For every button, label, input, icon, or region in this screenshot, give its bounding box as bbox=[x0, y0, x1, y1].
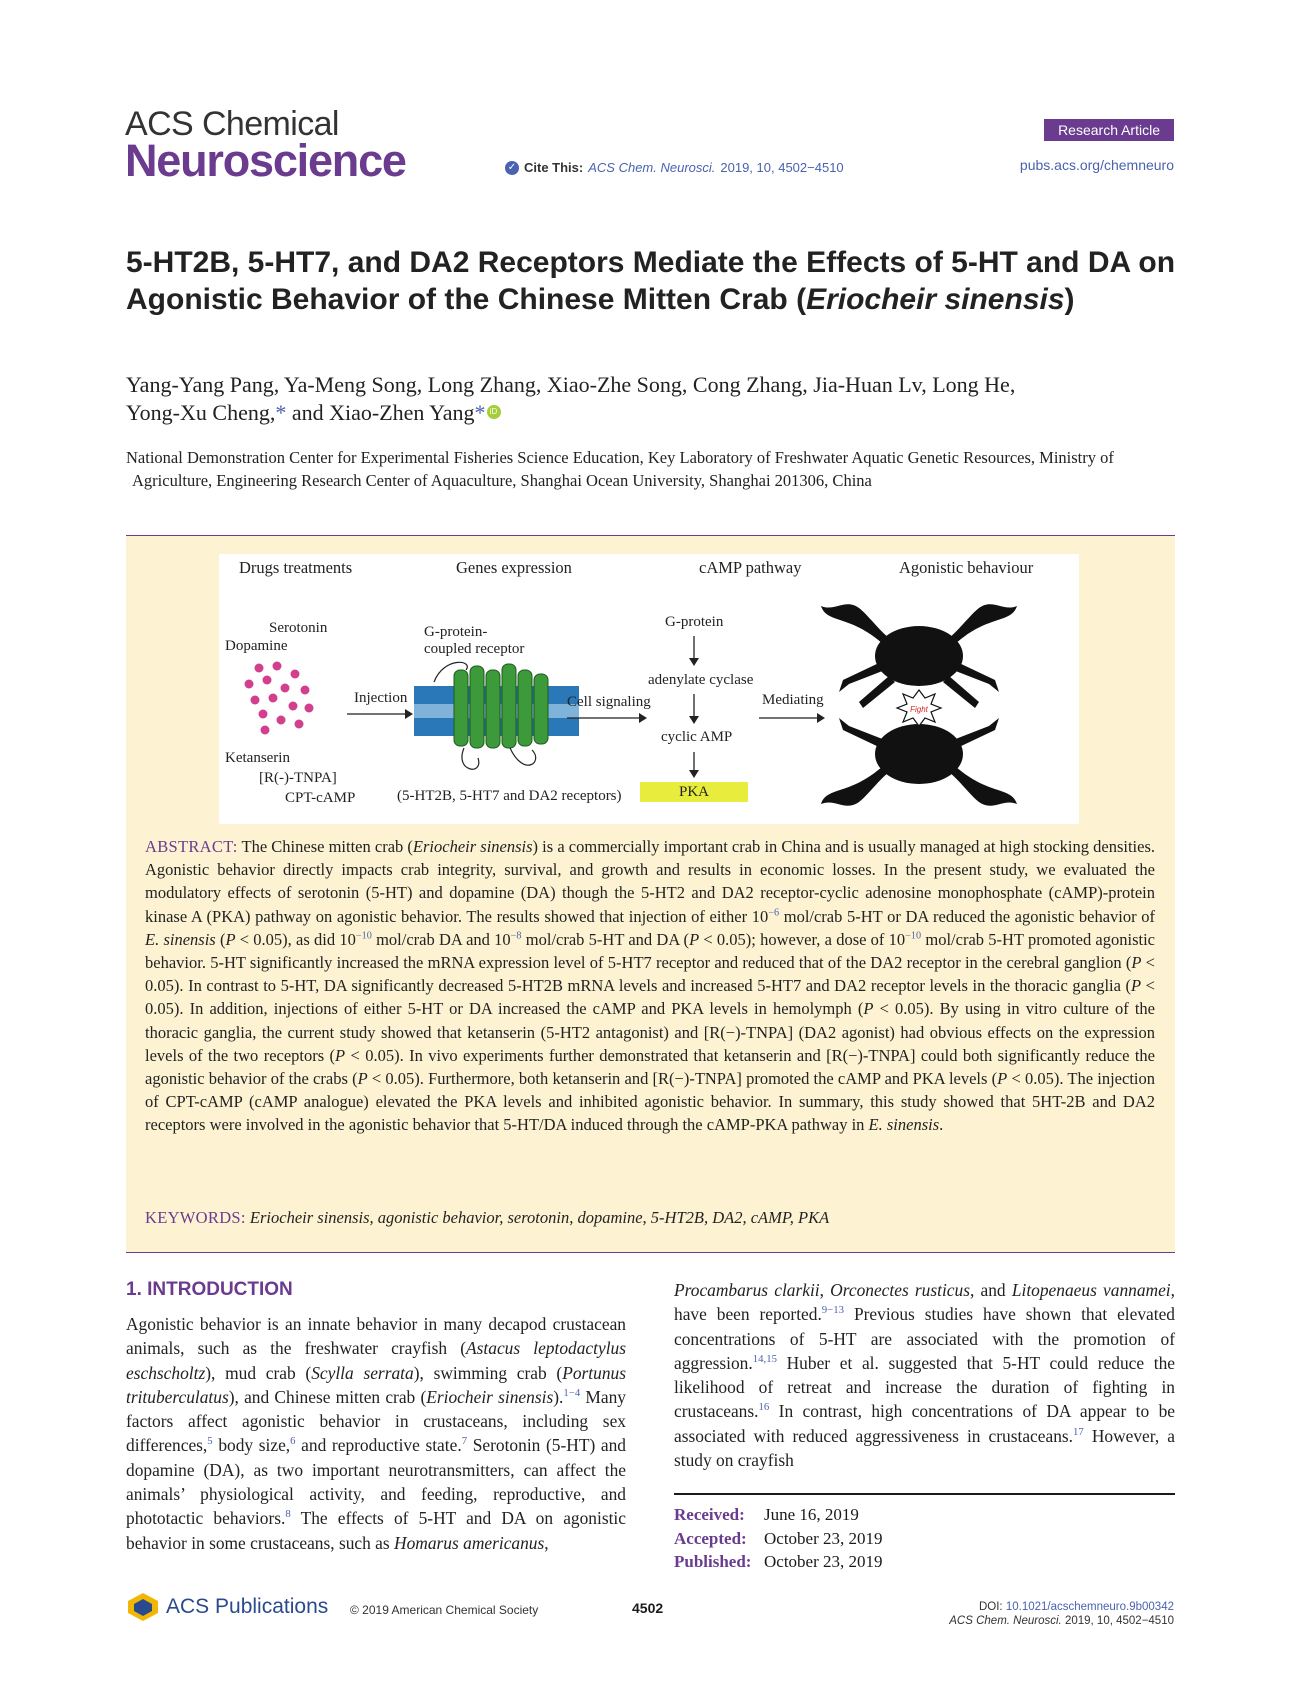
introduction-heading: 1. INTRODUCTION bbox=[126, 1279, 293, 1300]
italic-term: Eriocheir sinensis bbox=[412, 837, 533, 856]
received-label: Received: bbox=[674, 1505, 745, 1524]
footer-volume: 2019, 10, 4502−4510 bbox=[1064, 1615, 1174, 1627]
keywords-label: KEYWORDS: bbox=[145, 1208, 246, 1227]
citation-line bbox=[505, 160, 844, 175]
text-run: Many factors affect agonistic behavior in crustaceans, including sex differences, bbox=[126, 1386, 626, 1456]
text-run: ) is a commercially important crab in China and is usually managed at high stocking densities. Agonistic behavior directly impacts crab integrity, survival, and growth and results in economic losses. In the present study, we evaluated the modulatory effects of serotonin (5-HT) and dopamine (DA) though the 5-HT2 and DA2 receptor-cyclic adenosine monophosphate (cAMP)-protein kinase A (PKA) pathway on agonistic behavior. The results showed that injection of either 10 bbox=[145, 837, 1155, 926]
italic-term: Homarus americanus bbox=[394, 1532, 545, 1553]
toc-dopamine: Dopamine bbox=[225, 638, 288, 654]
italic-term: Eriocheir sinensis bbox=[426, 1386, 554, 1407]
text-run: mol/crab 5-HT and DA ( bbox=[521, 929, 690, 949]
toc-arrow-mediating-label: Mediating bbox=[762, 692, 824, 708]
published-row bbox=[674, 1550, 883, 1574]
toc-adenylate-cyclase: adenylate cyclase bbox=[648, 672, 754, 688]
intro-column-left bbox=[126, 1312, 626, 1555]
arrow-right-icon bbox=[759, 712, 825, 724]
corresponding-star[interactable]: * bbox=[275, 400, 287, 425]
toc-tnpa: [R(-)-TNPA] bbox=[259, 770, 337, 786]
text-run: ). bbox=[553, 1386, 564, 1407]
toc-fight-label: Fight bbox=[910, 705, 928, 714]
toc-receptor-label: G-protein-coupled receptor bbox=[424, 624, 525, 657]
italic-term: Portunus trituberculatus bbox=[126, 1362, 626, 1407]
toc-serotonin: Serotonin bbox=[269, 620, 328, 636]
toc-header-behaviour: Agonistic behaviour bbox=[899, 558, 1034, 577]
italic-term: Orconectes rusticus bbox=[830, 1280, 970, 1300]
text-run: < 0.05). Furthermore, both ketanserin and [R(−)-TNPA] promoted the cAMP and PKA levels ( bbox=[367, 1069, 998, 1089]
journal-name-line2: Neuroscience bbox=[125, 135, 406, 186]
text-run: ), mud crab ( bbox=[205, 1362, 312, 1383]
citation-ref[interactable]: 6 bbox=[290, 1435, 296, 1448]
text-run: mol/crab 5-HT or DA reduced the agonistic behavior of bbox=[779, 906, 1156, 926]
corresponding-star[interactable]: * bbox=[474, 400, 486, 425]
text-run: The Chinese mitten crab ( bbox=[237, 837, 413, 856]
cite-volume-link[interactable]: 2019, 10, 4502−4510 bbox=[720, 160, 844, 175]
keywords bbox=[145, 1208, 1155, 1228]
text-run: , bbox=[544, 1532, 549, 1553]
doi-block bbox=[949, 1600, 1174, 1628]
toc-receptor-caption: (5-HT2B, 5-HT7 and DA2 receptors) bbox=[397, 788, 622, 804]
arrow-right-icon bbox=[567, 712, 647, 724]
text-run: < 0.05). The injection of CPT-cAMP (cAMP analogue) elevated the PKA levels and inhibited agonistic behavior. In summary, this study showed that 5HT-2B and DA2 receptors were involved in the agonistic behavior that 5-HT/DA induced through the cAMP-PKA pathway in bbox=[145, 1069, 1155, 1135]
text-run: Previous studies have shown that elevated concentrations of 5-HT are associated with the promotion of aggression. bbox=[674, 1304, 1175, 1373]
title-end: ) bbox=[1064, 283, 1075, 316]
text-run: and reproductive state. bbox=[295, 1435, 462, 1456]
author-corresponding-a[interactable]: Yong-Xu Cheng, bbox=[126, 400, 276, 425]
italic-term: P bbox=[689, 929, 700, 949]
cite-label: Cite This: bbox=[524, 160, 584, 175]
text-run: The effects of 5-HT and DA on agonistic behavior in some crustaceans, such as bbox=[126, 1508, 626, 1553]
italic-term: Astacus leptodactylus eschscholtz bbox=[126, 1338, 626, 1383]
text-run: , bbox=[819, 1280, 831, 1300]
orcid-icon[interactable]: iD bbox=[487, 405, 501, 419]
toc-ketanserin: Ketanserin bbox=[225, 750, 290, 766]
citation-ref[interactable]: −10 bbox=[905, 930, 922, 942]
doi-label: DOI: bbox=[978, 1601, 1003, 1613]
citation-ref[interactable]: 7 bbox=[461, 1435, 468, 1448]
author-list bbox=[126, 371, 1186, 427]
received-row bbox=[674, 1503, 883, 1527]
published-label: Published: bbox=[674, 1552, 752, 1571]
toc-pka-box bbox=[640, 782, 748, 802]
citation-ref[interactable]: −8 bbox=[510, 930, 522, 942]
citation-ref[interactable]: −10 bbox=[355, 930, 372, 942]
arrow-down-icon bbox=[688, 636, 700, 666]
title-species: Eriocheir sinensis bbox=[806, 283, 1065, 316]
citation-ref[interactable]: 1−4 bbox=[563, 1387, 581, 1400]
accepted-row bbox=[674, 1527, 883, 1551]
italic-term: Scylla serrata bbox=[311, 1362, 414, 1383]
toc-cpt-camp: CPT-cAMP bbox=[285, 790, 356, 806]
text-run: Serotonin (5-HT) and dopamine (DA), as two important neurotransmitters, can affect the animals’ physiological activity, and feeding, reproductive, and phototactic behaviors. bbox=[126, 1435, 627, 1529]
accepted-date: October 23, 2019 bbox=[764, 1528, 883, 1548]
toc-header-camp: cAMP pathway bbox=[699, 558, 802, 577]
arrow-right-icon bbox=[347, 708, 413, 720]
italic-term: Litopenaeus vannamei bbox=[1011, 1280, 1171, 1300]
text-run: < 0.05). In vivo experiments further demonstrated that ketanserin and [R(−)-TNPA] could both significantly reduce the agonistic behavior of the crabs ( bbox=[145, 1045, 1155, 1089]
text-run: mol/crab DA and 10 bbox=[371, 929, 511, 949]
title-main: 5-HT2B, 5-HT7, and DA2 Receptors Mediate the Effects of 5-HT and DA on Agonistic Behavior of the Chinese Mitten Crab ( bbox=[126, 246, 1176, 316]
text-run: < 0.05). In addition, injections of either 5-HT or DA increased the cAMP and PKA levels in hemolymph ( bbox=[145, 976, 1155, 1019]
abstract-text bbox=[145, 835, 1155, 1137]
affiliation: National Demonstration Center for Experimental Fisheries Science Education, Key Laboratory of Freshwater Aquatic Genetic Resources, Ministry of Agriculture, Engineering Research Center of Aquaculture, Shanghai Ocean University, Shanghai 201306, China bbox=[126, 448, 1114, 490]
text-run: < 0.05). In contrast to 5-HT, DA significantly decreased 5-HT2B mRNA levels and increased 5-HT7 and DA2 receptor levels in the thoracic ganglia ( bbox=[145, 953, 1155, 996]
authors-line1: Yang-Yang Pang, Ya-Meng Song, Long Zhang, Xiao-Zhe Song, Cong Zhang, Jia-Huan Lv, Long He, bbox=[126, 372, 1016, 397]
italic-term: E. sinensis bbox=[145, 929, 216, 949]
publisher-name: ACS Publications bbox=[166, 1595, 329, 1618]
italic-term: P bbox=[1131, 953, 1142, 973]
italic-term: P bbox=[997, 1069, 1008, 1089]
citation-ref[interactable]: 8 bbox=[285, 1508, 291, 1521]
toc-graphic bbox=[219, 554, 1079, 824]
text-run: < 0.05). By using in vitro culture of the thoracic ganglia, the current study showed that ketanserin (5-HT2 antagonist) and [R(−)-TNPA] (DA2 agonist) had obvious effects on the expression levels of the two receptors ( bbox=[145, 999, 1156, 1065]
copyright: © 2019 American Chemical Society bbox=[350, 1603, 539, 1617]
dates-rule bbox=[674, 1493, 1175, 1495]
toc-pka: PKA bbox=[678, 784, 709, 800]
text-run: . bbox=[939, 1115, 944, 1135]
toc-cyclic-amp: cyclic AMP bbox=[661, 729, 733, 745]
article-type-badge: Research Article bbox=[1044, 119, 1174, 141]
italic-term: P bbox=[357, 1069, 368, 1089]
received-date: June 16, 2019 bbox=[764, 1505, 859, 1524]
text-run: ), and Chinese mitten crab ( bbox=[228, 1386, 427, 1407]
doi-link[interactable]: 10.1021/acschemneuro.9b00342 bbox=[1005, 1601, 1174, 1613]
text-run: < 0.05), as did 10 bbox=[235, 929, 356, 949]
italic-term: P bbox=[1131, 976, 1142, 996]
published-date: October 23, 2019 bbox=[764, 1552, 883, 1571]
arrow-down-icon bbox=[688, 752, 700, 778]
text-run: Huber et al. suggested that 5-HT could reduce the likelihood of retreat and increase the duration of fighting in crustaceans. bbox=[674, 1352, 1175, 1422]
italic-term: P bbox=[335, 1045, 346, 1065]
text-run: Agonistic behavior is an innate behavior in many decapod crustacean animals, such as the freshwater crayfish ( bbox=[126, 1314, 626, 1359]
citation-ref[interactable]: 9−13 bbox=[821, 1304, 845, 1317]
arrow-down-icon bbox=[688, 694, 700, 724]
article-dates bbox=[674, 1503, 883, 1574]
journal-logo bbox=[125, 105, 406, 186]
abstract-label: ABSTRACT: bbox=[145, 837, 238, 856]
journal-name-line1: ACS Chemical bbox=[125, 105, 339, 143]
text-run: ), swimming crab ( bbox=[413, 1362, 563, 1383]
toc-arrow-injection-label: Injection bbox=[354, 690, 408, 706]
citation-ref[interactable]: 16 bbox=[758, 1401, 770, 1414]
text-run: mol/crab 5-HT promoted agonistic behavior. 5-HT significantly increased the mRNA expression level of 5-HT7 receptor and reduced that of the DA2 receptor in the cerebral ganglion ( bbox=[145, 929, 1155, 973]
text-run: In contrast, high concentrations of DA appear to be associated with reduced aggressiveness in crustaceans. bbox=[674, 1401, 1175, 1446]
accepted-label: Accepted: bbox=[674, 1528, 747, 1548]
journal-website-link[interactable]: pubs.acs.org/chemneuro bbox=[1019, 157, 1174, 173]
citation-ref[interactable]: 14,15 bbox=[752, 1353, 777, 1366]
text-run: , and bbox=[969, 1280, 1012, 1300]
page-number: 4502 bbox=[632, 1600, 664, 1616]
receptor-membrane-graphic bbox=[414, 652, 579, 782]
crab-fight-graphic bbox=[819, 584, 1019, 824]
citation-ref[interactable]: 17 bbox=[1073, 1425, 1084, 1438]
footer-journal: ACS Chem. Neurosci. bbox=[949, 1615, 1062, 1627]
author-corresponding-b[interactable]: and Xiao-Zhen Yang bbox=[286, 400, 475, 425]
italic-term: P bbox=[863, 999, 874, 1019]
italic-term: E. sinensis bbox=[868, 1115, 940, 1135]
intro-column-right bbox=[674, 1278, 1175, 1472]
toc-header-drugs: Drugs treatments bbox=[239, 558, 353, 577]
toc-g-protein: G-protein bbox=[665, 614, 724, 630]
abstract-body bbox=[145, 837, 1155, 1134]
toc-arrow-signaling-label: Cell signaling bbox=[567, 694, 651, 710]
text-run: < 0.05); however, a dose of 10 bbox=[699, 929, 906, 949]
drug-dots-graphic bbox=[237, 660, 327, 740]
citation-ref[interactable]: −6 bbox=[768, 907, 780, 919]
cite-journal-link[interactable]: ACS Chem. Neurosci. bbox=[588, 160, 716, 175]
citation-ref[interactable]: 5 bbox=[207, 1435, 213, 1448]
checkmark-icon: ✓ bbox=[505, 161, 519, 175]
italic-term: P bbox=[225, 929, 236, 949]
keywords-list: Eriocheir sinensis, agonistic behavior, serotonin, dopamine, 5-HT2B, DA2, cAMP, PKA bbox=[249, 1208, 830, 1227]
italic-term: Procambarus clarkii bbox=[674, 1280, 820, 1300]
acs-hexagon-icon bbox=[126, 1592, 160, 1622]
text-run: ( bbox=[215, 929, 226, 949]
text-run: body size, bbox=[212, 1435, 291, 1456]
toc-header-genes: Genes expression bbox=[456, 558, 572, 577]
publisher-logo[interactable] bbox=[126, 1592, 328, 1622]
article-title bbox=[126, 244, 1186, 318]
text-run: , have been reported. bbox=[674, 1280, 1176, 1325]
text-run: However, a study on crayfish bbox=[674, 1425, 1175, 1471]
